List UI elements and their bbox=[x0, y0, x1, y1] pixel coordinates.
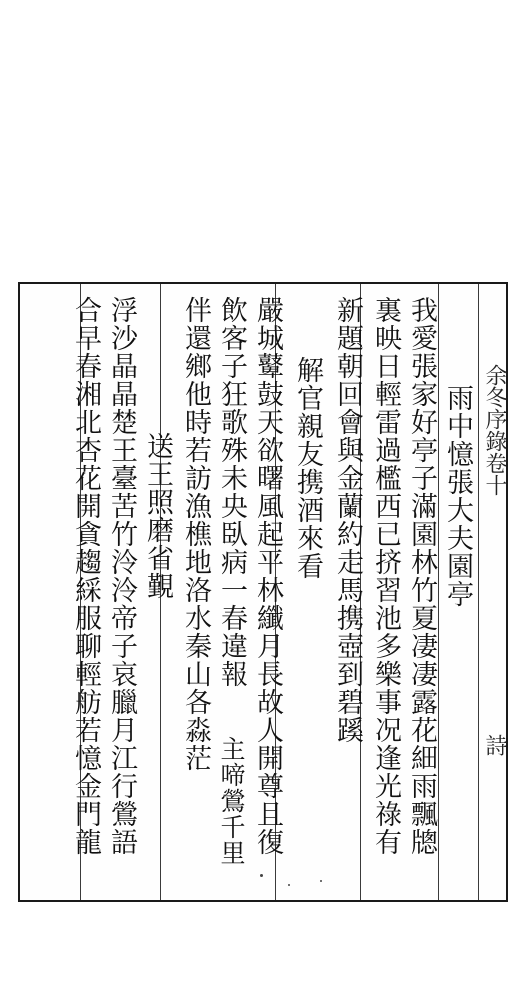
margin-tag: 詩 bbox=[482, 734, 507, 756]
poem-line: 浮沙晶晶楚王臺苦竹泠泠帝子哀臘月江行鶯語 bbox=[106, 296, 137, 856]
margin-heading: 余冬序錄卷十 bbox=[482, 364, 507, 496]
poem-title: 送王照磨省覲 bbox=[142, 432, 173, 600]
poem-line: 飲客子狂歌殊未央臥病一春違報 bbox=[216, 296, 247, 688]
ink-speck bbox=[320, 880, 322, 882]
poem-line: 我愛張家好亭子滿園林竹夏凄凄露花細雨飄牕 bbox=[406, 296, 437, 856]
ink-speck bbox=[260, 874, 263, 877]
poem-title: 解官親友携酒來看 bbox=[292, 356, 323, 580]
poem-line: 伴還鄉他時若訪漁樵地洛水秦山各淼茫 bbox=[180, 296, 211, 772]
ink-speck bbox=[288, 884, 290, 886]
poem-line: 嚴城鼙鼓天欲曙風起平林纖月長故人開尊且復 bbox=[252, 296, 283, 856]
poem-line: 主啼鶯千里 bbox=[217, 736, 246, 866]
poem-line: 新題朝回會與金蘭約走馬携壺到碧蹊 bbox=[332, 296, 363, 744]
column-rule bbox=[438, 284, 439, 900]
poem-line: 合早春湘北杏花開貪趨綵服聊輕舫若憶金門龍 bbox=[70, 296, 101, 856]
page-frame bbox=[18, 282, 508, 902]
poem-title: 雨中憶張大夫園亭 bbox=[442, 384, 473, 608]
poem-line: 裏映日輕雷過檻西已挤習池多樂事况逢光祿有 bbox=[370, 296, 401, 856]
margin-rule bbox=[478, 284, 479, 900]
